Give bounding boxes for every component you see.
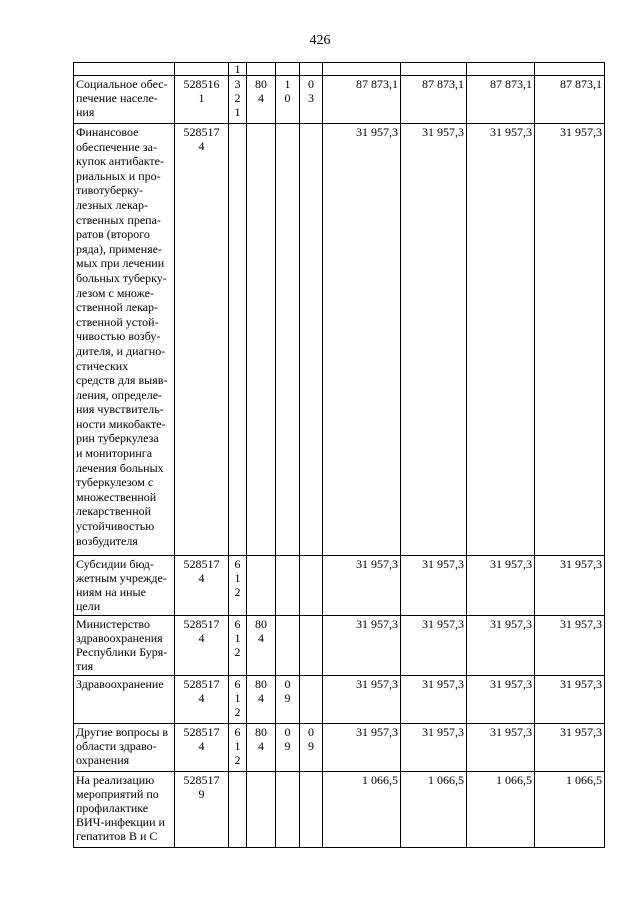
cell-v1: 31 957,3 [323,616,401,676]
cell-name: Финансовое обеспечение за- купок антибакте- риальных и про- тивотуберку- лезных лекар- ственных препа- ратов (второго ряда), применяе- мых при лечении больных туберку- лезом с множе- ственной лекар- ственной устой- чивостью возбу- дителя, и диагно- стических средств для выяв- ления, определе- ния чувствитель- ности микобакте- рин туберкулеза и мониторинга лечения больных туберкулезом с множественной лекарственной устойчивостью возбудителя [74,124,175,556]
cell-v2 [401,63,467,76]
cell-name: Субсидии бюд- жетным учрежде- ниям на иные цели [74,556,175,616]
cell-v4: 31 957,3 [535,556,605,616]
cell-c4 [247,124,276,556]
cell-c6 [300,63,323,76]
cell-v3 [467,63,535,76]
cell-v1: 31 957,3 [323,724,401,772]
cell-v1 [323,63,401,76]
cell-v1: 31 957,3 [323,124,401,556]
cell-v1: 1 066,5 [323,772,401,848]
cell-c6 [300,556,323,616]
cell-v3: 87 873,1 [467,76,535,124]
cell-c4: 80 4 [247,76,276,124]
cell-v4 [535,63,605,76]
cell-c3: 6 1 2 [229,676,247,724]
table-row [74,724,605,772]
cell-v2: 31 957,3 [401,556,467,616]
cell-v1: 31 957,3 [323,556,401,616]
cell-c4: 80 4 [247,616,276,676]
cell-c5 [276,124,300,556]
cell-v2: 31 957,3 [401,616,467,676]
cell-v3: 31 957,3 [467,556,535,616]
cell-c5 [276,63,300,76]
cell-c3: 6 1 2 [229,616,247,676]
cell-c5: 0 9 [276,676,300,724]
cell-c3 [229,772,247,848]
cell-v3: 31 957,3 [467,616,535,676]
table-row-header-continuation [74,63,605,76]
cell-v3: 31 957,3 [467,724,535,772]
cell-v3: 31 957,3 [467,676,535,724]
cell-v3: 1 066,5 [467,772,535,848]
cell-code: 528517 9 [175,772,229,848]
cell-code: 528517 4 [175,676,229,724]
cell-c6 [300,124,323,556]
cell-v2: 31 957,3 [401,676,467,724]
cell-c5 [276,616,300,676]
cell-c3: 1 [229,63,247,76]
cell-name: Министерство здравоохранения Республики Буря- тия [74,616,175,676]
cell-c3 [229,124,247,556]
table-row [74,76,605,124]
cell-c4: 80 4 [247,724,276,772]
cell-v2: 1 066,5 [401,772,467,848]
cell-v1: 31 957,3 [323,676,401,724]
cell-code [175,63,229,76]
table-row [74,124,605,556]
table-row [74,556,605,616]
cell-code: 528517 4 [175,724,229,772]
cell-name: Социальное обес- печение населе- ния [74,76,175,124]
cell-v4: 87 873,1 [535,76,605,124]
cell-c6: 0 9 [300,724,323,772]
cell-c4 [247,772,276,848]
cell-c5: 1 0 [276,76,300,124]
cell-name: Другие вопросы в области здраво- охранения [74,724,175,772]
table-row [74,676,605,724]
cell-c4: 80 4 [247,676,276,724]
cell-v4: 31 957,3 [535,124,605,556]
cell-name [74,63,175,76]
cell-c6: 0 3 [300,76,323,124]
cell-c6 [300,676,323,724]
cell-c6 [300,616,323,676]
cell-c5 [276,556,300,616]
cell-c4 [247,63,276,76]
cell-c3: 6 1 2 [229,724,247,772]
cell-v1: 87 873,1 [323,76,401,124]
cell-code: 528516 1 [175,76,229,124]
cell-c4 [247,556,276,616]
cell-code: 528517 4 [175,556,229,616]
cell-code: 528517 4 [175,124,229,556]
table-row [74,772,605,848]
cell-v2: 31 957,3 [401,124,467,556]
cell-v2: 87 873,1 [401,76,467,124]
cell-name: На реализацию мероприятий по профилактике ВИЧ-инфекции и гепатитов В и С [74,772,175,848]
cell-v4: 31 957,3 [535,616,605,676]
cell-code: 528517 4 [175,616,229,676]
cell-v4: 31 957,3 [535,724,605,772]
page-number: 426 [309,33,331,48]
table-row [74,616,605,676]
cell-v2: 31 957,3 [401,724,467,772]
cell-c6 [300,772,323,848]
cell-c3: 3 2 1 [229,76,247,124]
cell-v4: 31 957,3 [535,676,605,724]
budget-table [73,62,605,848]
cell-c3: 6 1 2 [229,556,247,616]
cell-name: Здравоохранение [74,676,175,724]
cell-v4: 1 066,5 [535,772,605,848]
cell-v3: 31 957,3 [467,124,535,556]
cell-c5 [276,772,300,848]
cell-c5: 0 9 [276,724,300,772]
